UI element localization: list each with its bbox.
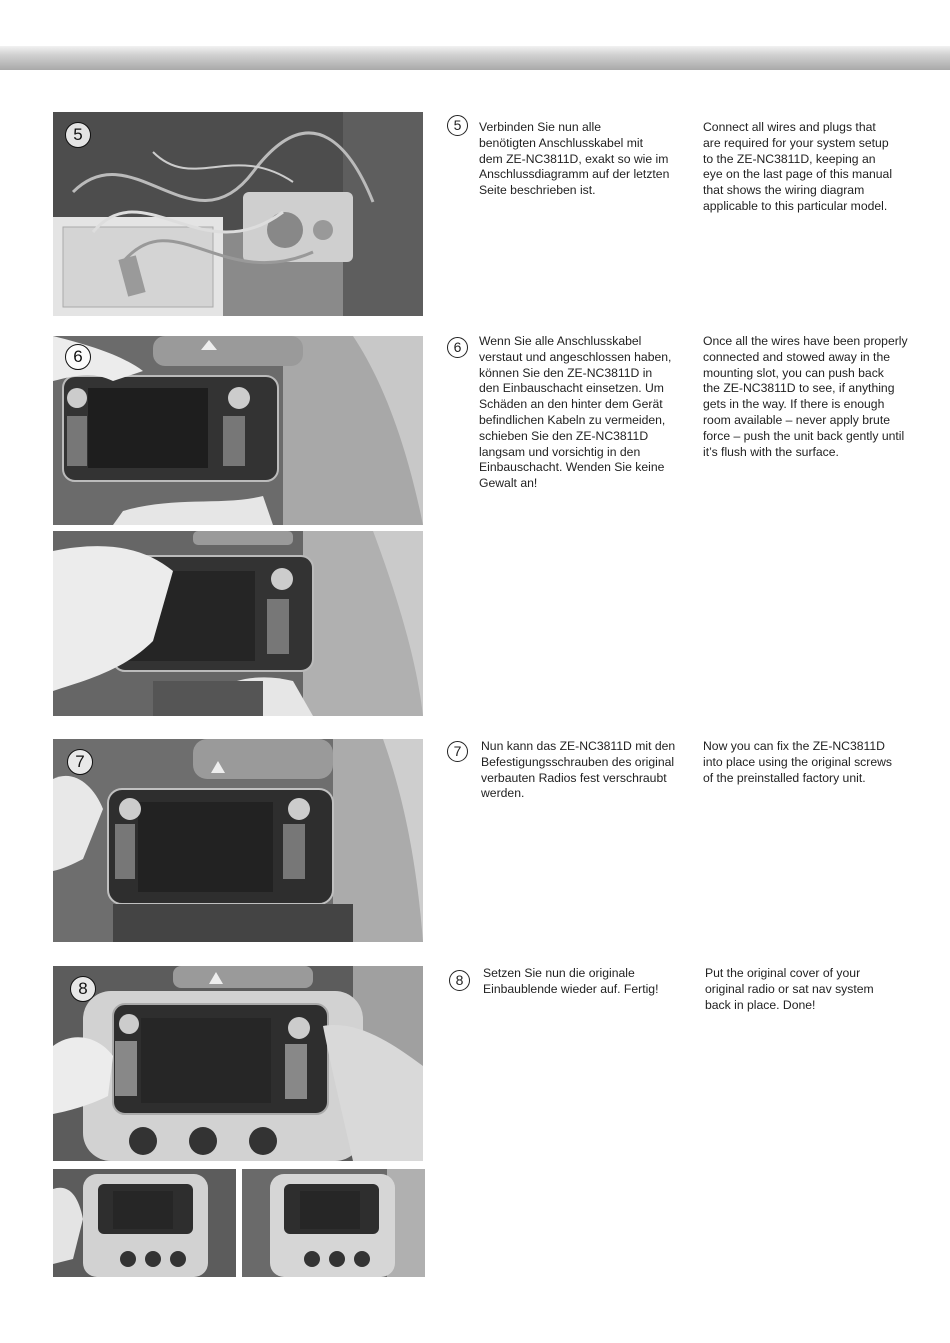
photo-step-6-insert-top (53, 336, 423, 525)
step-8-text-de: Setzen Sie nun die originale Einbaublende wieder auf. Fertig! (483, 966, 659, 996)
step-8-text-en: Put the original cover of your original radio or sat nav system back in place. Done! (705, 966, 874, 1012)
header-bar (0, 46, 950, 70)
step-6-text-de: Wenn Sie alle Anschlusskabel verstaut und angeschlossen haben, können Sie den ZE-NC3811D in den Einbauschacht einsetzen. Um Schäden an den hinter dem Gerät befindlichen Kabeln zu vermeiden, schieben Sie den ZE-NC3811D langsam und vorsichtig in den Einbauschacht. Wenden Sie keine Gewalt an! (479, 334, 672, 491)
photo-step-8-result-left (53, 1169, 236, 1277)
photo-step-5-badge: 5 (65, 122, 91, 148)
photo-step-7-screws (53, 739, 423, 942)
step-7-text-en: Now you can fix the ZE-NC3811D into place using the original screws of the preinstalled factory unit. (703, 739, 893, 785)
step-5-text-de: Verbinden Sie nun alle benötigten Anschlusskabel mit dem ZE-NC3811D, exakt so wie im Anschlussdiagramm auf der letzten Seite beschrieben ist. (479, 120, 670, 198)
photo-step-8-cover (53, 966, 423, 1161)
step-7-number: 7 (447, 741, 468, 762)
photo-step-5-wiring (53, 112, 423, 316)
step-5-number: 5 (447, 115, 468, 136)
photo-step-6-badge: 6 (65, 344, 91, 370)
photo-step-7-badge: 7 (67, 749, 93, 775)
photo-step-8-badge: 8 (70, 976, 96, 1002)
step-8-number: 8 (449, 970, 470, 991)
photo-step-8-result-right (242, 1169, 425, 1277)
step-5-text-en: Connect all wires and plugs that are required for your system setup to the ZE-NC3811D, keeping an eye on the last page of this manual that shows the wiring diagram applicable to this particular model. (703, 120, 893, 213)
step-7-text-de: Nun kann das ZE-NC3811D mit den Befestigungsschrauben des original verbauten Radios fest verschraubt werden. (481, 739, 676, 801)
step-6-number: 6 (447, 337, 468, 358)
step-6-text-en: Once all the wires have been properly connected and stowed away in the mounting slot, you can push back the ZE-NC3811D to see, if anything gets in the way. If there is enough room available – never apply brute force – push the unit back gently until it’s flush with the surface. (703, 334, 908, 459)
photo-step-6-insert-bottom (53, 531, 423, 716)
